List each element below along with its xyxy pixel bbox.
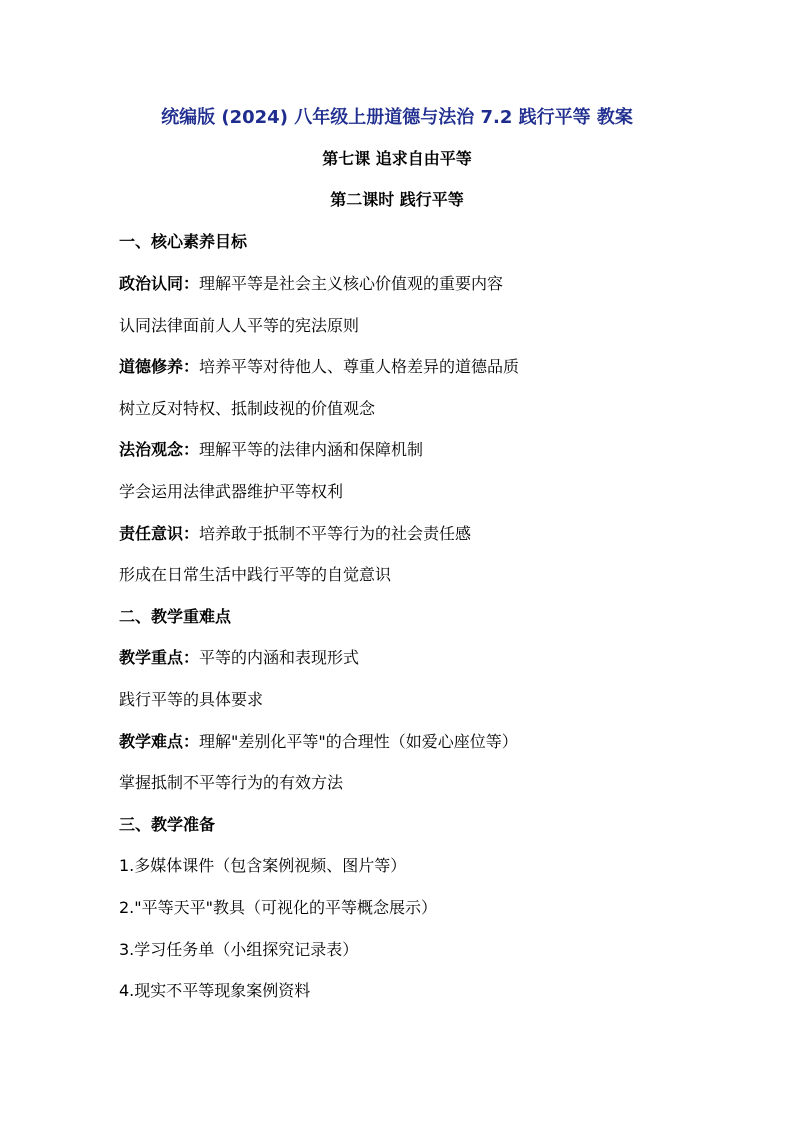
key-point-label: 教学重点： <box>119 648 200 667</box>
lesson-title: 第七课 追求自由平等 <box>322 149 472 168</box>
document-title: 统编版 (2024) 八年级上册道德与法治 7.2 践行平等 教案 <box>161 107 633 128</box>
hard-point <box>119 732 518 752</box>
preparation-item: 2."平等天平"教具（可视化的平等概念展示） <box>119 898 437 917</box>
objective-label: 法治观念： <box>119 440 200 459</box>
preparation-item: 4.现实不平等现象案例资料 <box>119 981 311 1000</box>
objective-moral <box>119 357 519 377</box>
period-title: 第二课时 践行平等 <box>330 190 464 209</box>
hard-point-label: 教学难点： <box>119 732 200 751</box>
objective-duty-detail: 形成在日常生活中践行平等的自觉意识 <box>119 565 392 584</box>
key-point-detail: 践行平等的具体要求 <box>119 690 264 709</box>
hard-point-text: 理解"差别化平等"的合理性（如爱心座位等） <box>199 732 518 751</box>
objective-moral-detail: 树立反对特权、抵制歧视的价值观念 <box>119 399 376 418</box>
objective-duty <box>119 524 471 544</box>
key-point <box>119 648 359 668</box>
objective-label: 政治认同： <box>119 274 200 293</box>
objective-text: 培养敢于抵制不平等行为的社会责任感 <box>199 524 472 543</box>
section-heading-objectives: 一、核心素养目标 <box>119 232 248 251</box>
hard-point-detail: 掌握抵制不平等行为的有效方法 <box>119 773 344 792</box>
objective-text: 理解平等的法律内涵和保障机制 <box>199 440 424 459</box>
key-point-text: 平等的内涵和表现形式 <box>199 648 360 667</box>
objective-label: 责任意识： <box>119 524 200 543</box>
preparation-item: 3.学习任务单（小组探究记录表） <box>119 940 359 959</box>
objective-law-detail: 学会运用法律武器维护平等权利 <box>119 482 344 501</box>
objective-political-detail: 认同法律面前人人平等的宪法原则 <box>119 316 360 335</box>
objective-label: 道德修养： <box>119 357 200 376</box>
section-heading-keypoints: 二、教学重难点 <box>119 607 232 626</box>
objective-political <box>119 274 503 294</box>
objective-text: 培养平等对待他人、尊重人格差异的道德品质 <box>199 357 520 376</box>
objective-law <box>119 440 423 460</box>
preparation-item: 1.多媒体课件（包含案例视频、图片等） <box>119 856 407 875</box>
objective-text: 理解平等是社会主义核心价值观的重要内容 <box>199 274 504 293</box>
section-heading-preparation: 三、教学准备 <box>119 815 216 834</box>
